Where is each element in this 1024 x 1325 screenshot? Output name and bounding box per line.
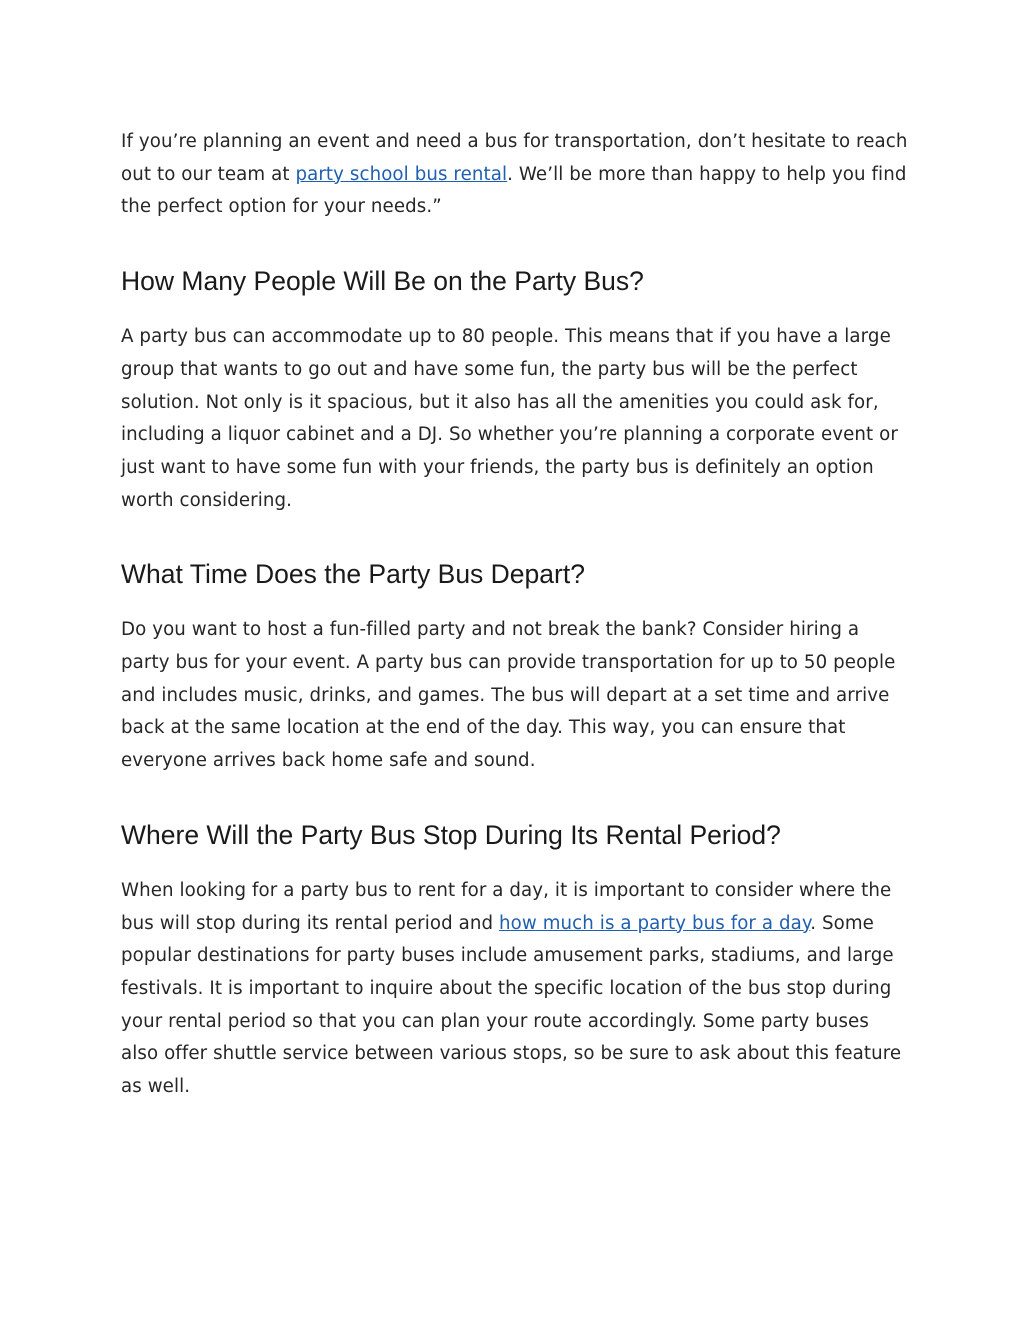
paragraph-what-time-depart: Do you want to host a fun-filled party and not break the bank? Consider hiring a party bus for your event. A party bus can provide transportation for up to 50 people and includes music, drinks, and games. The bus will depart at a set time and arrive back at the same location at the end of the day. This way, you can ensure that everyone arrives back home safe and sound. — [121, 619, 896, 772]
document-page — [121, 126, 911, 1104]
paragraph-how-many-people: A party bus can accommodate up to 80 people. This means that if you have a large group that wants to go out and have some fun, the party bus will be the perfect solution. Not only is it spacious, but it also has all the amenities you could ask for, including a liquor cabinet and a DJ. So whether you’re planning a corporate event or just want to have some fun with your friends, the party bus is definitely an option worth considering. — [121, 326, 898, 511]
how-much-party-bus-link[interactable]: how much is a party bus for a day — [499, 912, 811, 934]
heading-what-time-depart: What Time Does the Party Bus Depart? — [121, 559, 585, 590]
paragraph-where-will-bus-stop — [121, 875, 911, 1104]
intro-text-before-link: If you’re planning an event and need a bus for transportation, don’t hesitate to reach out to our team at — [121, 131, 908, 185]
party-school-bus-rental-link[interactable]: party school bus rental — [295, 163, 508, 185]
heading-where-will-bus-stop: Where Will the Party Bus Stop During Its Rental Period? — [121, 819, 781, 850]
heading-how-many-people: How Many People Will Be on the Party Bus? — [121, 266, 644, 297]
stop-text-after-link: . Some popular destinations for party buses include amusement parks, stadiums, and large festivals. It is important to inquire about the specific location of the bus stop during your rental period so that you can plan your route accordingly. Some party buses also offer shuttle service between various stops, so be sure to ask about this feature as well. — [121, 912, 902, 1098]
intro-text-after-link: . We’ll be more than happy to help you find the perfect option for your needs.” — [121, 163, 907, 218]
intro-paragraph — [121, 126, 911, 224]
stop-text-before-link: When looking for a party bus to rent for a day, it is important to consider where the bus will stop during its rental period and — [121, 879, 892, 934]
